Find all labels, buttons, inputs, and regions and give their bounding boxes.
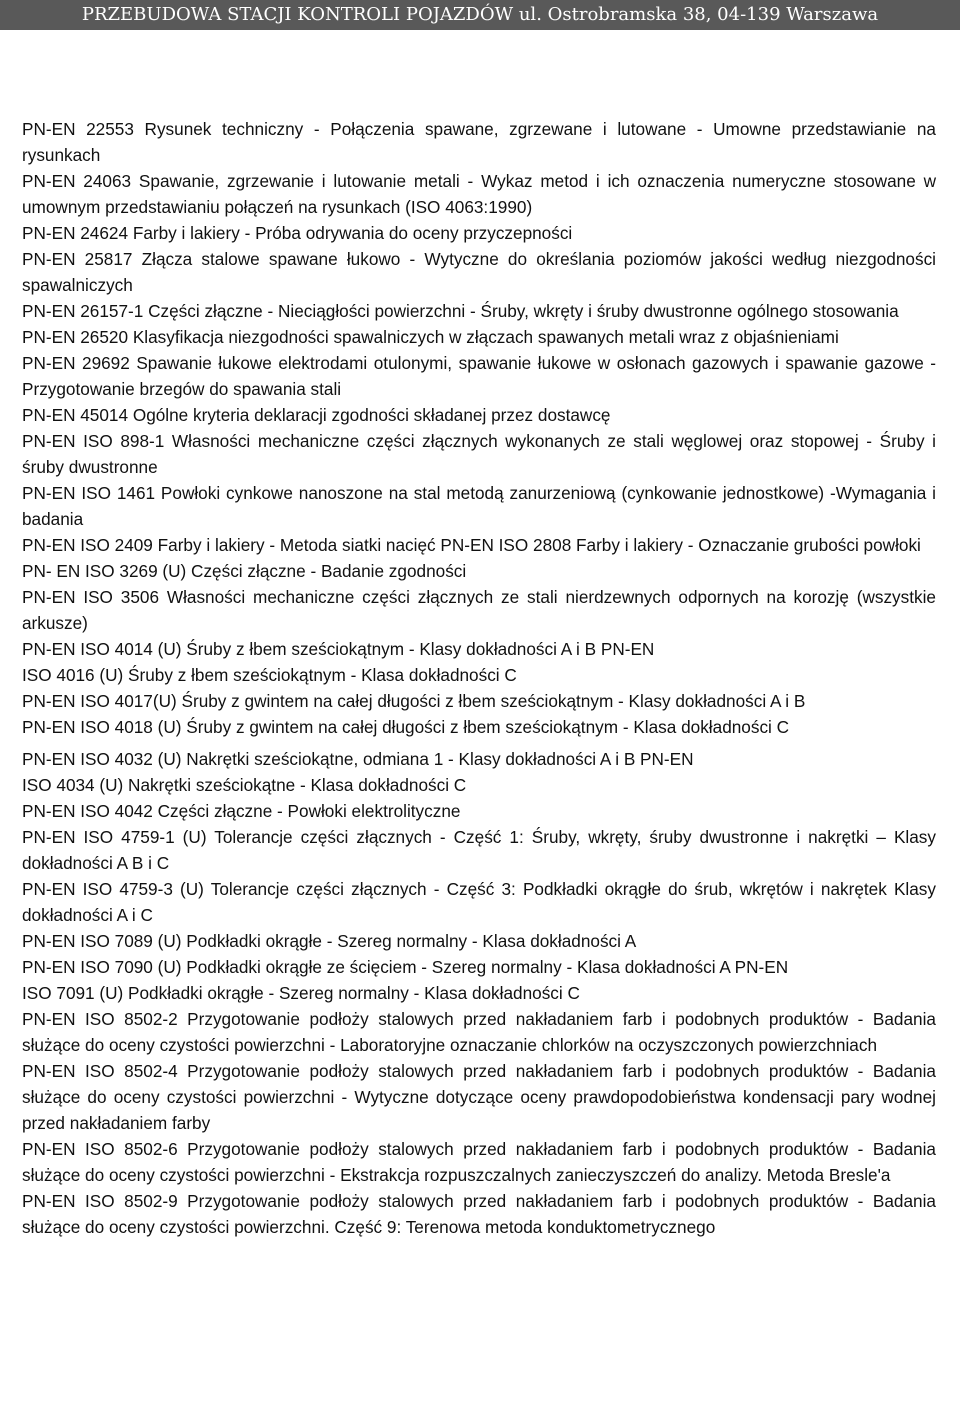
standard-entry: PN-EN 26520 Klasyfikacja niezgodności spawalniczych w złączach spawanych metali wraz z objaśnieniami	[22, 327, 839, 347]
header-title: PRZEBUDOWA STACJI KONTROLI POJAZDÓW ul. Ostrobramska 38, 04-139 Warszawa	[81, 4, 879, 25]
standard-entry: PN-EN ISO 4014 (U) Śruby z łbem sześciokątnym - Klasy dokładności A i B PN-EN	[22, 639, 655, 659]
standard-entry: PN-EN ISO 3506 Własności mechaniczne części złącznych ze stali nierdzewnych odpornych na korozję (wszystkie arkusze)	[22, 587, 936, 633]
standard-entry: PN-EN ISO 7090 (U) Podkładki okrągłe ze ścięciem - Szereg normalny - Klasa dokładności A PN-EN	[22, 957, 789, 977]
standard-entry: PN-EN ISO 4042 Części złączne - Powłoki elektrolityczne	[22, 801, 461, 821]
standard-entry: PN-EN ISO 1461 Powłoki cynkowe nanoszone na stal metodą zanurzeniową (cynkowanie jednostkowe) -Wymagania i badania	[22, 483, 936, 529]
standard-entry: ISO 4034 (U) Nakrętki sześciokątne - Klasa dokładności C	[22, 775, 467, 795]
standard-entry: PN-EN ISO 4759-3 (U) Tolerancje części złącznych - Część 3: Podkładki okrągłe do śrub, wkrętów i nakrętek Klasy dokładności A i C	[22, 879, 936, 925]
standard-entry: PN- EN ISO 3269 (U) Części złączne - Badanie zgodności	[22, 561, 467, 581]
standard-entry: PN-EN ISO 4017(U) Śruby z gwintem na całej długości z łbem sześciokątnym - Klasy dokładności A i B	[22, 691, 806, 711]
standard-entry: ISO 4016 (U) Śruby z łbem sześciokątnym - Klasa dokładności C	[22, 665, 517, 685]
page-header	[0, 0, 960, 30]
standard-entry: PN-EN 24063 Spawanie, zgrzewanie i lutowanie metali - Wykaz metod i ich oznaczenia numeryczne stosowane w umownym przedstawianiu połączeń na rysunkach (ISO 4063:1990)	[22, 171, 936, 217]
standard-entry: PN-EN ISO 4759-1 (U) Tolerancje części złącznych - Część 1: Śruby, wkręty, śruby dwustronne i nakrętki – Klasy dokładności A B i C	[22, 827, 936, 873]
standard-entry: PN-EN 26157-1 Części złączne - Nieciągłości powierzchni - Śruby, wkręty i śruby dwustronne ogólnego stosowania	[22, 301, 899, 321]
standard-entry: PN-EN ISO 4018 (U) Śruby z gwintem na całej długości z łbem sześciokątnym - Klasa dokładności C	[22, 717, 790, 737]
standard-entry: PN-EN ISO 2409 Farby i lakiery - Metoda siatki nacięć PN-EN ISO 2808 Farby i lakiery - Oznaczanie grubości powłoki	[22, 535, 921, 555]
standard-entry: PN-EN ISO 4032 (U) Nakrętki sześciokątne, odmiana 1 - Klasy dokładności A i B PN-EN	[22, 749, 694, 769]
standard-entry: PN-EN ISO 8502-4 Przygotowanie podłoży stalowych przed nakładaniem farb i podobnych produktów - Badania służące do oceny czystości powierzchni - Wytyczne dotyczące oceny prawdopodobieństwa kondensacji pary wodnej przed nakładaniem farby	[22, 1061, 936, 1133]
standards-list	[22, 116, 936, 1240]
standard-entry: PN-EN ISO 898-1 Własności mechaniczne części złącznych wykonanych ze stali węglowej oraz stopowej - Śruby i śruby dwustronne	[22, 431, 936, 477]
standard-entry: PN-EN ISO 8502-9 Przygotowanie podłoży stalowych przed nakładaniem farb i podobnych produktów - Badania służące do oceny czystości powierzchni. Część 9: Terenowa metoda konduktometrycznego	[22, 1191, 936, 1237]
standard-entry: PN-EN 29692 Spawanie łukowe elektrodami otulonymi, spawanie łukowe w osłonach gazowych i spawanie gazowe - Przygotowanie brzegów do spawania stali	[22, 353, 936, 399]
standard-entry: ISO 7091 (U) Podkładki okrągłe - Szereg normalny - Klasa dokładności C	[22, 983, 580, 1003]
standard-entry: PN-EN ISO 7089 (U) Podkładki okrągłe - Szereg normalny - Klasa dokładności A	[22, 931, 637, 951]
standard-entry: PN-EN 24624 Farby i lakiery - Próba odrywania do oceny przyczepności	[22, 223, 573, 243]
standard-entry: PN-EN ISO 8502-6 Przygotowanie podłoży stalowych przed nakładaniem farb i podobnych produktów - Badania służące do oceny czystości powierzchni - Ekstrakcja rozpuszczalnych zanieczyszczeń do analizy. Metoda Bresle'a	[22, 1139, 936, 1185]
standard-entry: PN-EN 22553 Rysunek techniczny - Połączenia spawane, zgrzewane i lutowane - Umowne przedstawianie na rysunkach	[22, 119, 936, 165]
standard-entry: PN-EN 45014 Ogólne kryteria deklaracji zgodności składanej przez dostawcę	[22, 405, 611, 425]
standard-entry: PN-EN ISO 8502-2 Przygotowanie podłoży stalowych przed nakładaniem farb i podobnych produktów - Badania służące do oceny czystości powierzchni - Laboratoryjne oznaczanie chlorków na oczyszczonych powierzchniach	[22, 1009, 936, 1055]
standard-entry: PN-EN 25817 Złącza stalowe spawane łukowo - Wytyczne do określania poziomów jakości według niezgodności spawalniczych	[22, 249, 936, 295]
